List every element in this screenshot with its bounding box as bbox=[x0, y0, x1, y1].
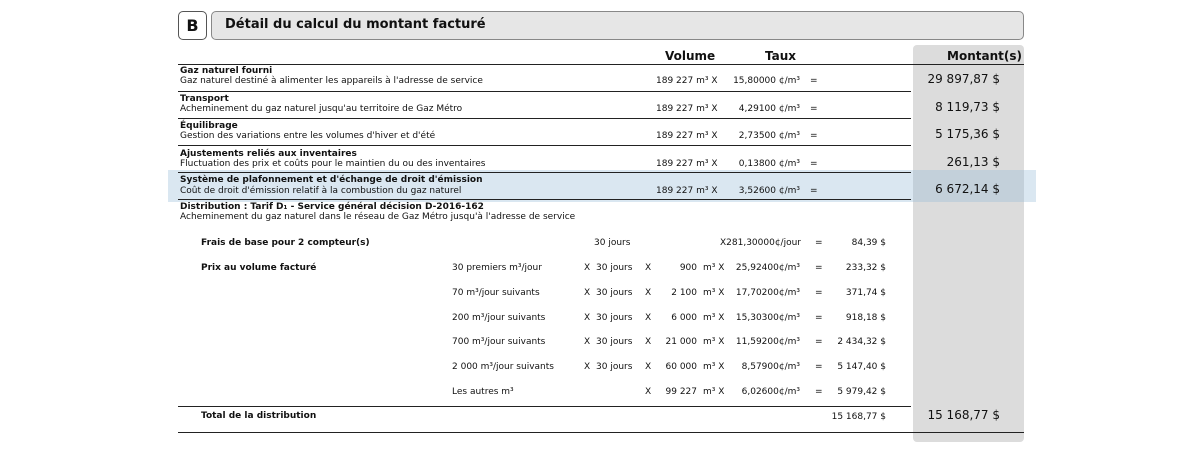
tier-unit: m³ X bbox=[703, 337, 725, 347]
distribution-total-amount: 15 168,77 $ bbox=[927, 408, 1000, 422]
item-amount: 5 175,36 $ bbox=[935, 127, 1000, 141]
item-equals: = bbox=[810, 186, 818, 196]
tier-rate: 25,92400¢/m³ bbox=[735, 263, 800, 273]
tier-rate: 11,59200¢/m³ bbox=[735, 337, 800, 347]
tier-unit: m³ X bbox=[703, 313, 725, 323]
row-separator bbox=[178, 145, 911, 146]
tier-days: 30 jours bbox=[596, 337, 633, 347]
tier-label: 70 m³/jour suivants bbox=[452, 288, 540, 298]
tier-amount: 918,18 $ bbox=[845, 313, 886, 323]
tier-rate: 8,57900¢/m³ bbox=[741, 362, 800, 372]
tier-equals: = bbox=[815, 362, 823, 372]
tier-unit: m³ X bbox=[703, 288, 725, 298]
distribution-total-subtotal: 15 168,77 $ bbox=[831, 412, 886, 422]
tier-days: 30 jours bbox=[596, 362, 633, 372]
tier-label: 200 m³/jour suivants bbox=[452, 313, 546, 323]
tier-multiply: X bbox=[645, 288, 652, 298]
tier-equals: = bbox=[815, 313, 823, 323]
row-separator bbox=[178, 172, 911, 173]
tier-rate: 6,02600¢/m³ bbox=[741, 387, 800, 397]
item-rate: 4,29100 ¢/m³ bbox=[738, 104, 800, 114]
item-title: Système de plafonnement et d'échange de droit d'émission bbox=[180, 175, 483, 185]
tier-amount: 5 979,42 $ bbox=[837, 387, 886, 397]
tier-label: Les autres m³ bbox=[452, 387, 514, 397]
item-description: Gaz naturel destiné à alimenter les appareils à l'adresse de service bbox=[180, 76, 483, 86]
tier-multiply: X bbox=[584, 288, 591, 298]
bottom-separator bbox=[178, 432, 1024, 433]
distribution-description: Acheminement du gaz naturel dans le réseau de Gaz Métro jusqu'à l'adresse de service bbox=[180, 212, 576, 222]
tier-unit: m³ X bbox=[703, 362, 725, 372]
tier-multiply: X bbox=[645, 263, 652, 273]
tier-volume: 99 227 bbox=[665, 387, 697, 397]
row-separator bbox=[178, 91, 911, 92]
item-amount: 29 897,87 $ bbox=[927, 72, 1000, 86]
item-volume: 189 227 m³ X bbox=[656, 104, 718, 114]
tier-multiply: X bbox=[584, 263, 591, 273]
item-equals: = bbox=[810, 104, 818, 114]
item-title: Ajustements reliés aux inventaires bbox=[180, 149, 357, 159]
item-title: Transport bbox=[180, 94, 229, 104]
tier-volume: 21 000 bbox=[665, 337, 697, 347]
item-rate: 0,13800 ¢/m³ bbox=[738, 159, 800, 169]
tier-label: 700 m³/jour suivants bbox=[452, 337, 546, 347]
tier-equals: = bbox=[815, 387, 823, 397]
tier-multiply: X bbox=[645, 387, 652, 397]
row-separator bbox=[178, 118, 911, 119]
distribution-title: Distribution : Tarif D₁ - Service général décision D-2016-162 bbox=[180, 202, 484, 212]
section-title: Détail du calcul du montant facturé bbox=[225, 17, 486, 32]
tier-unit: m³ X bbox=[703, 387, 725, 397]
tier-volume: 2 100 bbox=[671, 288, 697, 298]
item-description: Acheminement du gaz naturel jusqu'au territoire de Gaz Métro bbox=[180, 104, 463, 114]
item-equals: = bbox=[810, 159, 818, 169]
item-equals: = bbox=[810, 131, 818, 141]
base-fee-label: Frais de base pour 2 compteur(s) bbox=[201, 238, 370, 248]
tier-volume: 60 000 bbox=[665, 362, 697, 372]
base-fee-rate: X281,30000¢/jour bbox=[720, 238, 802, 248]
item-amount: 8 119,73 $ bbox=[935, 100, 1000, 114]
base-fee-equals: = bbox=[815, 238, 823, 248]
tier-equals: = bbox=[815, 263, 823, 273]
tier-multiply: X bbox=[584, 313, 591, 323]
tier-rate: 15,30300¢/m³ bbox=[735, 313, 800, 323]
item-description: Gestion des variations entre les volumes d'hiver et d'été bbox=[180, 131, 436, 141]
tier-days: 30 jours bbox=[596, 263, 633, 273]
item-rate: 15,80000 ¢/m³ bbox=[733, 76, 800, 86]
item-title: Gaz naturel fourni bbox=[180, 66, 273, 76]
tier-unit: m³ X bbox=[703, 263, 725, 273]
item-amount: 261,13 $ bbox=[946, 155, 1000, 169]
item-volume: 189 227 m³ X bbox=[656, 186, 718, 196]
volume-column-header: Volume bbox=[665, 49, 716, 63]
tier-volume: 6 000 bbox=[671, 313, 697, 323]
item-title: Équilibrage bbox=[180, 121, 238, 131]
tier-multiply: X bbox=[584, 337, 591, 347]
item-volume: 189 227 m³ X bbox=[656, 76, 718, 86]
tier-multiply: X bbox=[584, 362, 591, 372]
amount-column-header: Montant(s) bbox=[947, 49, 1022, 63]
item-rate: 3,52600 ¢/m³ bbox=[738, 186, 800, 196]
tier-amount: 233,32 $ bbox=[845, 263, 886, 273]
row-separator bbox=[178, 64, 1024, 65]
tier-equals: = bbox=[815, 337, 823, 347]
tier-label: 30 premiers m³/jour bbox=[452, 263, 542, 273]
item-description: Coût de droit d'émission relatif à la combustion du gaz naturel bbox=[180, 186, 462, 196]
tier-multiply: X bbox=[645, 313, 652, 323]
tier-label: 2 000 m³/jour suivants bbox=[452, 362, 554, 372]
tier-multiply: X bbox=[645, 362, 652, 372]
tier-equals: = bbox=[815, 288, 823, 298]
row-separator bbox=[178, 199, 911, 200]
base-fee-days: 30 jours bbox=[594, 238, 631, 248]
item-description: Fluctuation des prix et coûts pour le maintien du ou des inventaires bbox=[180, 159, 486, 169]
tier-rate: 17,70200¢/m³ bbox=[735, 288, 800, 298]
tier-amount: 371,74 $ bbox=[845, 288, 886, 298]
item-equals: = bbox=[810, 76, 818, 86]
base-fee-amount: 84,39 $ bbox=[851, 238, 886, 248]
tier-amount: 5 147,40 $ bbox=[837, 362, 886, 372]
item-volume: 189 227 m³ X bbox=[656, 159, 718, 169]
tier-days: 30 jours bbox=[596, 288, 633, 298]
item-amount: 6 672,14 $ bbox=[935, 182, 1000, 196]
rate-column-header: Taux bbox=[765, 49, 797, 63]
tier-days: 30 jours bbox=[596, 313, 633, 323]
volume-price-label: Prix au volume facturé bbox=[201, 263, 317, 273]
tier-volume: 900 bbox=[679, 263, 697, 273]
item-rate: 2,73500 ¢/m³ bbox=[738, 131, 800, 141]
item-volume: 189 227 m³ X bbox=[656, 131, 718, 141]
section-letter-badge: B bbox=[178, 11, 207, 40]
tier-multiply: X bbox=[645, 337, 652, 347]
tier-amount: 2 434,32 $ bbox=[837, 337, 886, 347]
distribution-total-label: Total de la distribution bbox=[201, 411, 317, 421]
total-separator bbox=[178, 406, 911, 407]
